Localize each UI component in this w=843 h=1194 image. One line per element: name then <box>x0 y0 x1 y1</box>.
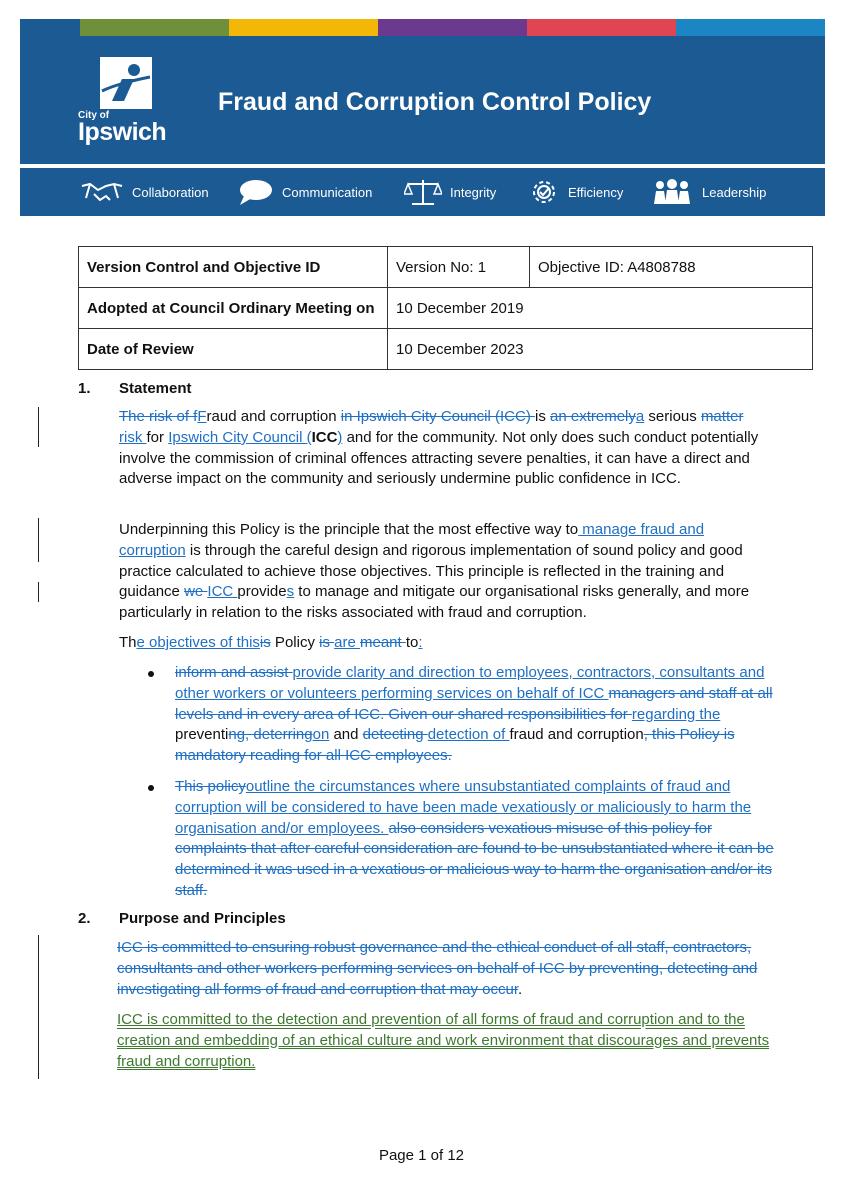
table-cell: Version No: 1 <box>388 247 530 288</box>
inserted-text: ICC <box>207 583 238 601</box>
section-number: 2. <box>78 910 91 927</box>
deleted-text: matter <box>700 408 744 425</box>
text: is through the careful design and rigorous implementation of sound policy and good practice calculated to achieve those objectives. This principle is reflected in the training and guidance <box>119 541 743 601</box>
stripe-red <box>527 19 676 36</box>
inserted-text: e objectives of this <box>136 634 260 651</box>
deleted-text: also considers vexatious misuse of this policy for complaints that after careful consideration are found to be unsubstantiated where it can be determined it was used in a vexatious or malicious way to harm the organisation and/or its staff. <box>175 819 774 899</box>
text: fraud and corruption <box>509 726 644 744</box>
table-cell-header: Date of Review <box>79 329 388 370</box>
inserted-text: on <box>312 726 330 744</box>
stripe-yellow <box>229 19 378 36</box>
deleted-text: detecting <box>362 726 428 744</box>
inserted-text: detection of <box>427 726 510 744</box>
inserted-text: provide clarity and direction to employees, contractors, consultants and other workers or volunteers performing services on behalf of ICC <box>175 664 765 702</box>
deleted-text: managers and staff at all levels and in every area of ICC. Given our shared responsibilities for <box>175 684 773 723</box>
deleted-text: in Ipswich City Council (ICC) <box>340 408 536 425</box>
inserted-text: : <box>418 634 423 651</box>
text: serious <box>644 408 701 425</box>
logo-city-of: City of <box>78 110 110 121</box>
inserted-text: ICC is committed to the detection and prevention of all forms of fraud and corruption and to the creation and embedding of an ethical culture and work environment that discourages and prevents fraud and corruption. <box>117 1011 770 1070</box>
deleted-text: is <box>259 634 271 651</box>
table-row <box>79 288 813 329</box>
value-leadership <box>650 178 766 206</box>
value-label: Leadership <box>702 184 767 200</box>
table-cell-header: Version Control and Objective ID <box>79 247 388 288</box>
text: raud and corruption <box>206 408 341 425</box>
value-integrity <box>404 178 496 206</box>
change-bar <box>38 935 39 1079</box>
bullet-icon <box>148 671 154 677</box>
value-efficiency <box>528 178 623 206</box>
text-bold: ICC <box>311 428 338 446</box>
deleted-text: This policy <box>175 778 246 795</box>
change-bar <box>38 582 39 602</box>
inserted-text: risk <box>119 428 147 446</box>
stripe-blue <box>676 19 825 36</box>
table-row <box>79 329 813 370</box>
paragraph <box>117 938 772 1000</box>
bullet-icon <box>148 785 154 791</box>
text: Underpinning this Policy is the principle that the most effective way to <box>119 521 579 538</box>
change-bar <box>38 407 39 447</box>
values-bar <box>20 168 825 216</box>
table-cell: Objective ID: A4808788 <box>530 247 813 288</box>
section-heading: Purpose and Principles <box>119 910 286 927</box>
text: Policy <box>270 634 320 651</box>
deleted-text: ng, deterring <box>228 726 313 744</box>
deleted-text: an extremely <box>550 408 636 425</box>
text: and for the community. Not only does such conduct potentially involve the commission of criminal offences attracting severe penalties, it can have a direct and adverse impact on the community and seriously undermine public confidence in ICC. <box>119 428 759 488</box>
table-row <box>79 247 813 288</box>
value-collaboration <box>80 178 209 206</box>
logo-ipswich: Ipswich <box>78 118 167 146</box>
text: and <box>329 726 363 744</box>
text: preventi <box>175 726 229 744</box>
deleted-text: The risk of f <box>119 408 198 425</box>
speech-bubble-icon <box>238 178 274 206</box>
version-control-table <box>78 246 813 370</box>
table-cell: 10 December 2019 <box>388 288 813 329</box>
page-title: Fraud and Corruption Control Policy <box>218 88 652 116</box>
section-heading: Statement <box>119 380 192 397</box>
deleted-text: we <box>184 583 208 601</box>
city-of-ipswich-logo <box>78 57 178 149</box>
text: to <box>405 634 419 651</box>
inserted-text: regarding the <box>631 705 721 723</box>
table-cell-header: Adopted at Council Ordinary Meeting on <box>79 288 388 329</box>
deleted-text: meant <box>359 634 406 651</box>
paragraph <box>119 520 769 624</box>
scales-icon <box>404 178 442 206</box>
change-bar <box>38 518 39 562</box>
inserted-text: F <box>197 408 207 425</box>
text: provide <box>237 583 287 601</box>
deleted-text: inform and assist <box>175 664 293 681</box>
inserted-text: s <box>286 583 295 601</box>
inserted-text: Ipswich City Council ( <box>168 428 312 446</box>
bullet-item <box>175 777 775 902</box>
logo-mark-icon <box>100 57 152 109</box>
deleted-text: is <box>319 634 335 651</box>
gear-icon <box>528 177 560 207</box>
deleted-text: ICC is committed to ensuring robust governance and the ethical conduct of all staff, contractors, consultants and other workers performing services on behalf of ICC by preventing, detecting and investigating all forms of fraud and corruption that may occur <box>117 939 758 998</box>
value-label: Communication <box>282 184 373 200</box>
deleted-text: , this Policy is mandatory reading for all ICC employees. <box>175 726 735 765</box>
table-cell: 10 December 2023 <box>388 329 813 370</box>
text: . <box>518 980 523 998</box>
bullet-item <box>175 663 775 767</box>
paragraph <box>119 633 769 654</box>
text: to manage and mitigate our organisational risks generally, and more particularly in relation to the risks associated with fraud and corruption. <box>119 583 750 622</box>
inserted-text: a <box>635 408 645 425</box>
value-label: Integrity <box>450 184 497 200</box>
stripe-purple <box>378 19 527 36</box>
paragraph <box>119 407 769 490</box>
inserted-text: ) <box>337 428 343 446</box>
inserted-text: manage fraud and corruption <box>119 521 705 559</box>
people-icon <box>650 178 694 206</box>
page-number: Page 1 of 12 <box>378 1147 465 1164</box>
value-label: Efficiency <box>568 184 624 200</box>
handshake-icon <box>80 180 124 204</box>
color-stripes <box>80 19 825 36</box>
value-communication <box>238 178 372 206</box>
value-label: Collaboration <box>132 184 209 200</box>
text: Th <box>119 634 137 651</box>
stripe-green <box>80 19 229 36</box>
inserted-text: are <box>334 634 360 651</box>
text: for <box>146 428 169 446</box>
inserted-text: outline the circumstances where unsubstantiated complaints of fraud and corruption will be considered to have been made vexatiously or maliciously to harm the organisation and/or employees. <box>175 778 752 837</box>
paragraph <box>117 1010 777 1072</box>
section-number: 1. <box>78 380 91 397</box>
text: is <box>535 408 551 425</box>
